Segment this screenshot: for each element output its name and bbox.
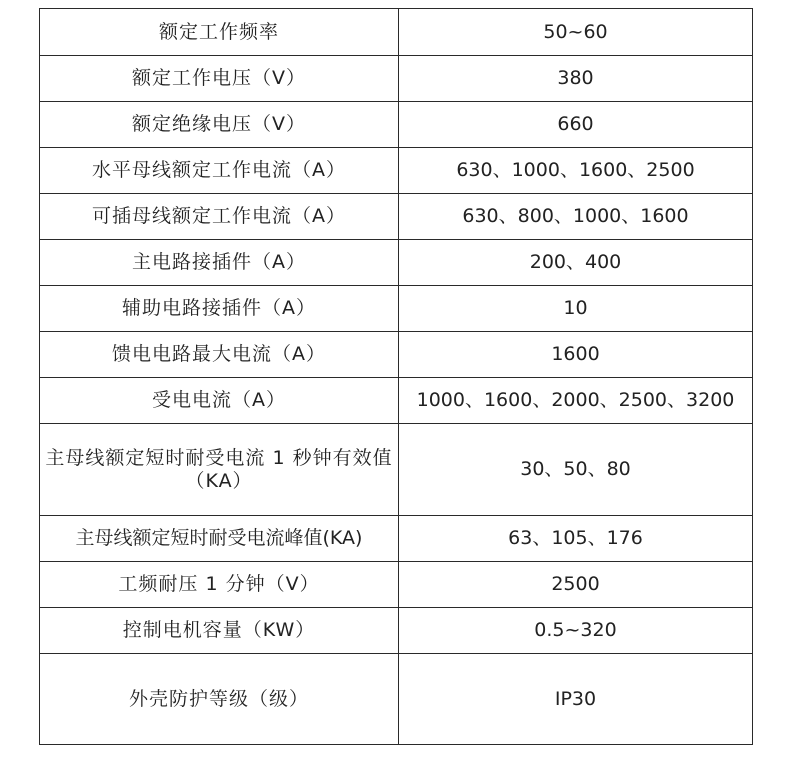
table-row [40, 9, 753, 56]
param-name: 馈电电路最大电流（A） [40, 332, 399, 378]
param-value: 630、800、1000、1600 [399, 194, 753, 240]
param-name: 受电电流（A） [40, 378, 399, 424]
param-name: 额定工作电压（V） [40, 56, 399, 102]
table-row [40, 286, 753, 332]
param-value: 2500 [399, 562, 753, 608]
param-value: 1600 [399, 332, 753, 378]
table-row [40, 56, 753, 102]
param-value: 380 [399, 56, 753, 102]
param-name: 主母线额定短时耐受电流 1 秒钟有效值（KA） [40, 424, 399, 516]
param-name: 主母线额定短时耐受电流峰值(KA) [40, 516, 399, 562]
param-value: 630、1000、1600、2500 [399, 148, 753, 194]
param-name: 可插母线额定工作电流（A） [40, 194, 399, 240]
param-value: 50~60 [399, 9, 753, 56]
table-row [40, 608, 753, 654]
param-value: 30、50、80 [399, 424, 753, 516]
param-name: 辅助电路接插件（A） [40, 286, 399, 332]
table-row [40, 148, 753, 194]
param-name: 控制电机容量（KW） [40, 608, 399, 654]
param-value: 660 [399, 102, 753, 148]
table-row [40, 102, 753, 148]
table-row [40, 654, 753, 745]
table-row [40, 424, 753, 516]
param-name: 外壳防护等级（级） [40, 654, 399, 745]
param-value: 1000、1600、2000、2500、3200 [399, 378, 753, 424]
param-name: 额定绝缘电压（V） [40, 102, 399, 148]
table-row [40, 562, 753, 608]
param-name: 额定工作频率 [40, 9, 399, 56]
param-value: 0.5~320 [399, 608, 753, 654]
param-value: 10 [399, 286, 753, 332]
table-row [40, 240, 753, 286]
table-row [40, 516, 753, 562]
param-value: IP30 [399, 654, 753, 745]
spec-table [39, 8, 753, 745]
param-value: 63、105、176 [399, 516, 753, 562]
table-row [40, 332, 753, 378]
param-value: 200、400 [399, 240, 753, 286]
table-row [40, 194, 753, 240]
param-name: 主电路接插件（A） [40, 240, 399, 286]
table-row [40, 378, 753, 424]
param-name: 水平母线额定工作电流（A） [40, 148, 399, 194]
param-name: 工频耐压 1 分钟（V） [40, 562, 399, 608]
